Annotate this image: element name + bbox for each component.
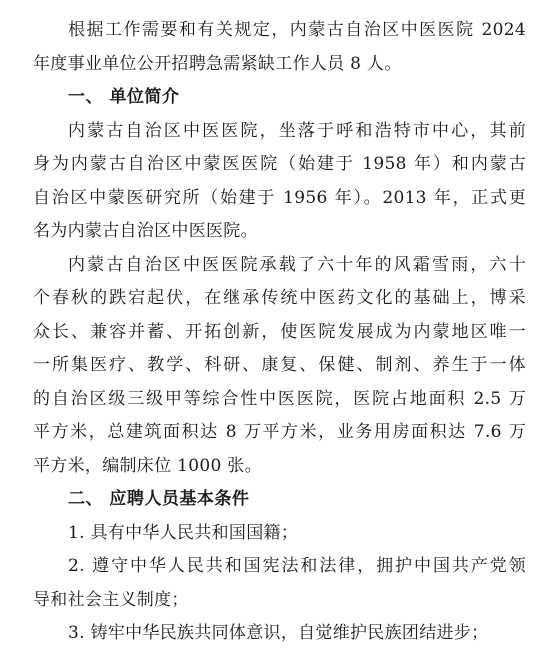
condition-item-2 [33,550,526,617]
intro-line-1: 根据工作需要和有关规定，内蒙古自治区中医医院 2024 [68,20,526,40]
intro-paragraph [33,14,526,81]
paragraph-line: 平方米，编制床位 1000 张。 [33,455,262,476]
paragraph-line: 名为内蒙古自治区中医医院。 [33,221,258,241]
paragraph-line: 身为内蒙古自治区中蒙医医院（始建于 1958 年）和内蒙古 [33,154,526,174]
section-1-paragraph-1 [33,115,526,249]
condition-item-1: 1. 具有中华人民共和国国籍； [68,522,299,543]
paragraph-line: 众长、兼容并蓄、开拓创新，使医院发展成为内蒙地区唯一 [33,321,526,342]
paragraph-line: 个春秋的跌宕起伏，在继承传统中医药文化的基础上，博采 [33,288,526,308]
paragraph-line: 一所集医疗、教学、科研、康复、保健、制剂、养生于一体 [33,355,526,375]
intro-line-2: 年度事业单位公开招聘急需紧缺工作人员 8 人。 [33,53,402,74]
paragraph-line: 的自治区级三级甲等综合性中医医院，医院占地面积 2.5 万 [33,388,526,409]
paragraph-line: 平方米，总建筑面积达 8 万平方米，业务用房面积达 7.6 万 [33,422,526,442]
section-1-heading: 一、 单位简介 [68,87,180,107]
paragraph-line: 内蒙古自治区中医医院，坐落于呼和浩特市中心，其前 [68,120,526,141]
condition-item-3: 3. 铸牢中华民族共同体意识，自觉维护民族团结进步； [68,623,489,643]
paragraph-line: 自治区中蒙医研究所（始建于 1956 年）。2013 年，正式更 [33,187,526,208]
paragraph-line: 导和社会主义制度； [33,589,189,610]
paragraph-line: 内蒙古自治区中医医院承载了六十年的风霜雪雨，六十 [68,254,526,275]
paragraph-line: 2. 遵守中华人民共和国宪法和法律，拥护中国共产党领 [68,556,526,576]
section-2-heading: 二、 应聘人员基本条件 [68,489,250,509]
section-1-paragraph-2 [33,249,526,484]
